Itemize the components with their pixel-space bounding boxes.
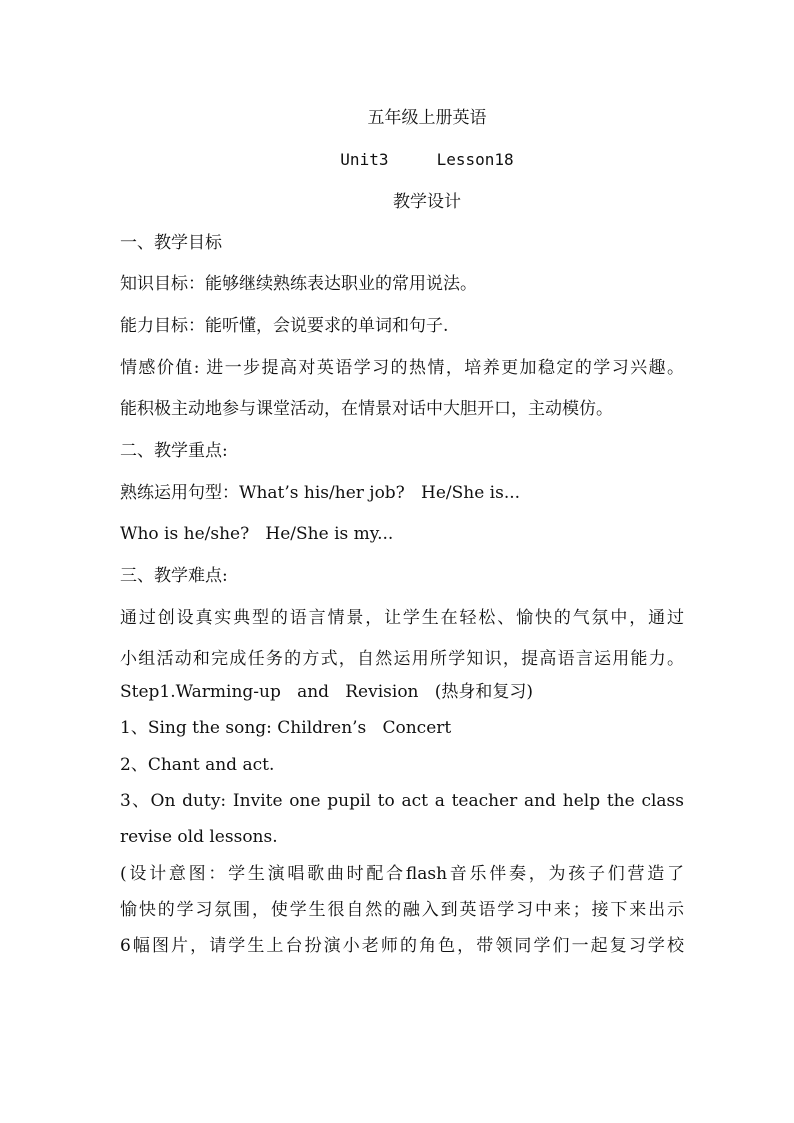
step1-item-3-continued: revise old lessons. xyxy=(120,827,278,847)
title-line-1: 五年级上册英语 xyxy=(367,108,487,128)
step1-heading: Step1.Warming-up and Revision (热身和复习) xyxy=(120,682,533,702)
title-line-2: Unit3 Lesson18 xyxy=(340,150,514,169)
step1-item-2: 2、Chant and act. xyxy=(120,755,275,775)
design-intent-line-3: 6幅图片，请学生上台扮演小老师的角色，带领同学们一起复习学校 xyxy=(120,936,684,956)
keypoint-line-1: 熟练运用句型：What’s his/her job? He/She is... xyxy=(120,483,521,503)
design-intent-line-2: 愉快的学习氛围，使学生很自然的融入到英语学习中来；接下来出示 xyxy=(120,900,684,920)
objective-emotion-continued: 能积极主动地参与课堂活动，在情景对话中大胆开口，主动模仿。 xyxy=(120,399,613,419)
step1-item-3: 3、On duty: Invite one pupil to act a teacher and help the class xyxy=(120,791,684,811)
step1-item-1: 1、Sing the song: Children’s Concert xyxy=(120,718,452,738)
keypoint-line-2: Who is he/she? He/She is my... xyxy=(120,524,394,544)
title-line-3: 教学设计 xyxy=(393,192,461,212)
difficulty-line-1: 通过创设真实典型的语言情景，让学生在轻松、愉快的气氛中，通过 xyxy=(120,608,684,628)
section-heading-difficulties: 三、教学难点: xyxy=(120,566,228,586)
objective-ability: 能力目标：能听懂，会说要求的单词和句子. xyxy=(120,316,449,336)
design-intent-line-1: (设计意图：学生演唱歌曲时配合flash音乐伴奏，为孩子们营造了 xyxy=(120,864,684,884)
section-heading-keypoints: 二、教学重点: xyxy=(120,441,228,461)
objective-emotion: 情感价值: 进一步提高对英语学习的热情，培养更加稳定的学习兴趣。 xyxy=(120,358,684,378)
objective-knowledge: 知识目标：能够继续熟练表达职业的常用说法。 xyxy=(120,274,477,294)
section-heading-objectives: 一、教学目标 xyxy=(120,233,222,253)
difficulty-line-2: 小组活动和完成任务的方式，自然运用所学知识，提高语言运用能力。 xyxy=(120,649,684,669)
